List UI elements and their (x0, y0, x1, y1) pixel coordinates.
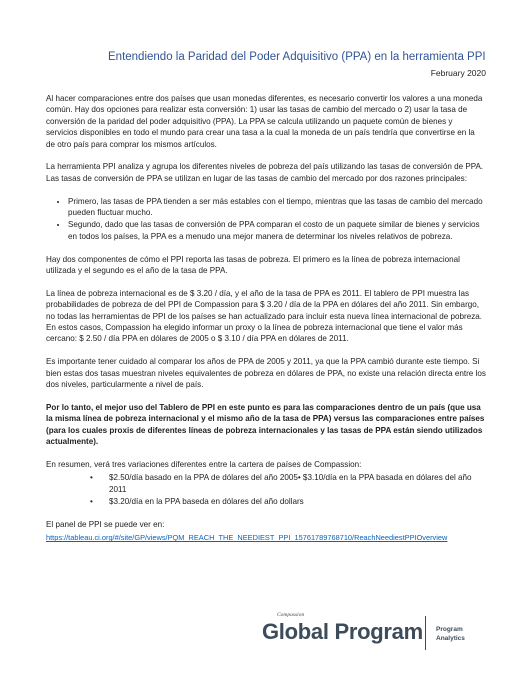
paragraph-components: Hay dos componentes de cómo el PPI reporta las tasas de pobreza. El primero es la línea de pobreza internacional utilizada y el segundo es el año de la tasa de PPA. (46, 254, 460, 276)
paragraph-poverty-line: La línea de pobreza internacional es de $ 3.20 / día, y el año de la tasa de PPA es 2011. El tablero de PPI muestra las probabilidades de pobreza de del PPI de Compassion para $ 3.20 / día de la PPA en dólares del año 2011. Sin embargo, no todas las herramientas de PPI de los países se han actualizado para incluir esta nueva línea internacional de pobreza. En estos casos, Compassion ha elegido informar un proxy o la línea de pobreza internacional que tiene el valor más cercano: $ 2.50 / día PPA en dólares de 2005 o $ 3.10 / día PPA en dólares de 2011. (46, 288, 482, 344)
paragraph-intro: Al hacer comparaciones entre dos países que usan monedas diferentes, es necesario convertir los valores a una moneda común. Hay dos opciones para realizar esta conversión: 1) usar las tasas de cambio del mercado o 2) usar la tasa de conversión de la paridad del poder adquisitivo (PPA). La PPA se calcula utilizando un paquete común de bienes y servicios disponibles en todo el mundo para crear una tasa a la cual la moneda de un país tendría que convertirse en la de otro país para comprar los mismos artículos. (46, 94, 483, 149)
dashboard-link[interactable]: https://tableau.ci.org/#/site/GP/views/PQM_REACH_THE_NEEDIEST_PPI_15761789768710/ReachNeediestPPIOverview (46, 533, 448, 543)
variations-list (90, 472, 486, 507)
list-item: • $2.50/día basado en la PPA de dólares del año 2005• $3.10/día en la PPA basada en dólares del año 2011 (90, 472, 486, 495)
logo-divider (425, 616, 426, 650)
global-program-logo (262, 606, 492, 654)
compassion-wordmark: Compassion (277, 612, 305, 618)
logo-subtitle-line: Program (436, 626, 463, 633)
paragraph-caution: Es importante tener cuidado al comparar los años de PPA de 2005 y 2011, ya que la PPA cambió durante este tiempo. Si bien estas dos tasas muestran niveles equivalentes de pobreza en dólares de PPA, no existe una relación directa entre los dos niveles, particularmente a nivel de país. (46, 357, 486, 390)
document-body (46, 93, 486, 544)
reasons-list (46, 196, 486, 243)
paragraph-best-use: Por lo tanto, el mejor uso del Tablero de PPI en este punto es para las comparaciones dentro de un país (que usa la misma línea de pobreza internacional y el mismo año de la tasa de PPA) versus las comparaciones entre países (para los cuales proxis de diferentes líneas de pobreza internacionales y las tasas de PPA están siendo utilizados actualmente). (46, 402, 485, 447)
logo-subtitle (436, 626, 465, 643)
list-item: • Segundo, dado que las tasas de conversión de PPA comparan el costo de un paquete similar de bienes y servicios en todos los países, la PPA es a menudo una mejor manera de determinar los niveles relativos de pobreza. (68, 219, 486, 242)
paragraph-ppi-tool: La herramienta PPI analiza y agrupa los diferentes niveles de pobreza del país utilizando las tasas de conversión de PPA. Las tasas de conversión de PPA se utilizan en lugar de las tasas de cambio del mercado por dos razones principales: (46, 162, 484, 183)
paragraph-summary: En resumen, verá tres variaciones diferentes entre la cartera de países de Compassion: (46, 459, 362, 469)
list-item: • Primero, las tasas de PPA tienden a ser más estables con el tiempo, mientras que las tasas de cambio del mercado pueden fluctuar mucho. (68, 196, 486, 219)
logo-title: Global Program (262, 619, 423, 644)
document-date: February 2020 (430, 68, 486, 78)
list-item: • $3.20/día en la PPA baseda en dólares del año dollars (90, 496, 486, 507)
document-title: Entendiendo la Paridad del Poder Adquisitivo (PPA) en la herramienta PPI (108, 51, 486, 63)
logo-subtitle-line: Analytics (436, 634, 465, 642)
paragraph-dashboard: El panel de PPI se puede ver en: (46, 519, 165, 529)
